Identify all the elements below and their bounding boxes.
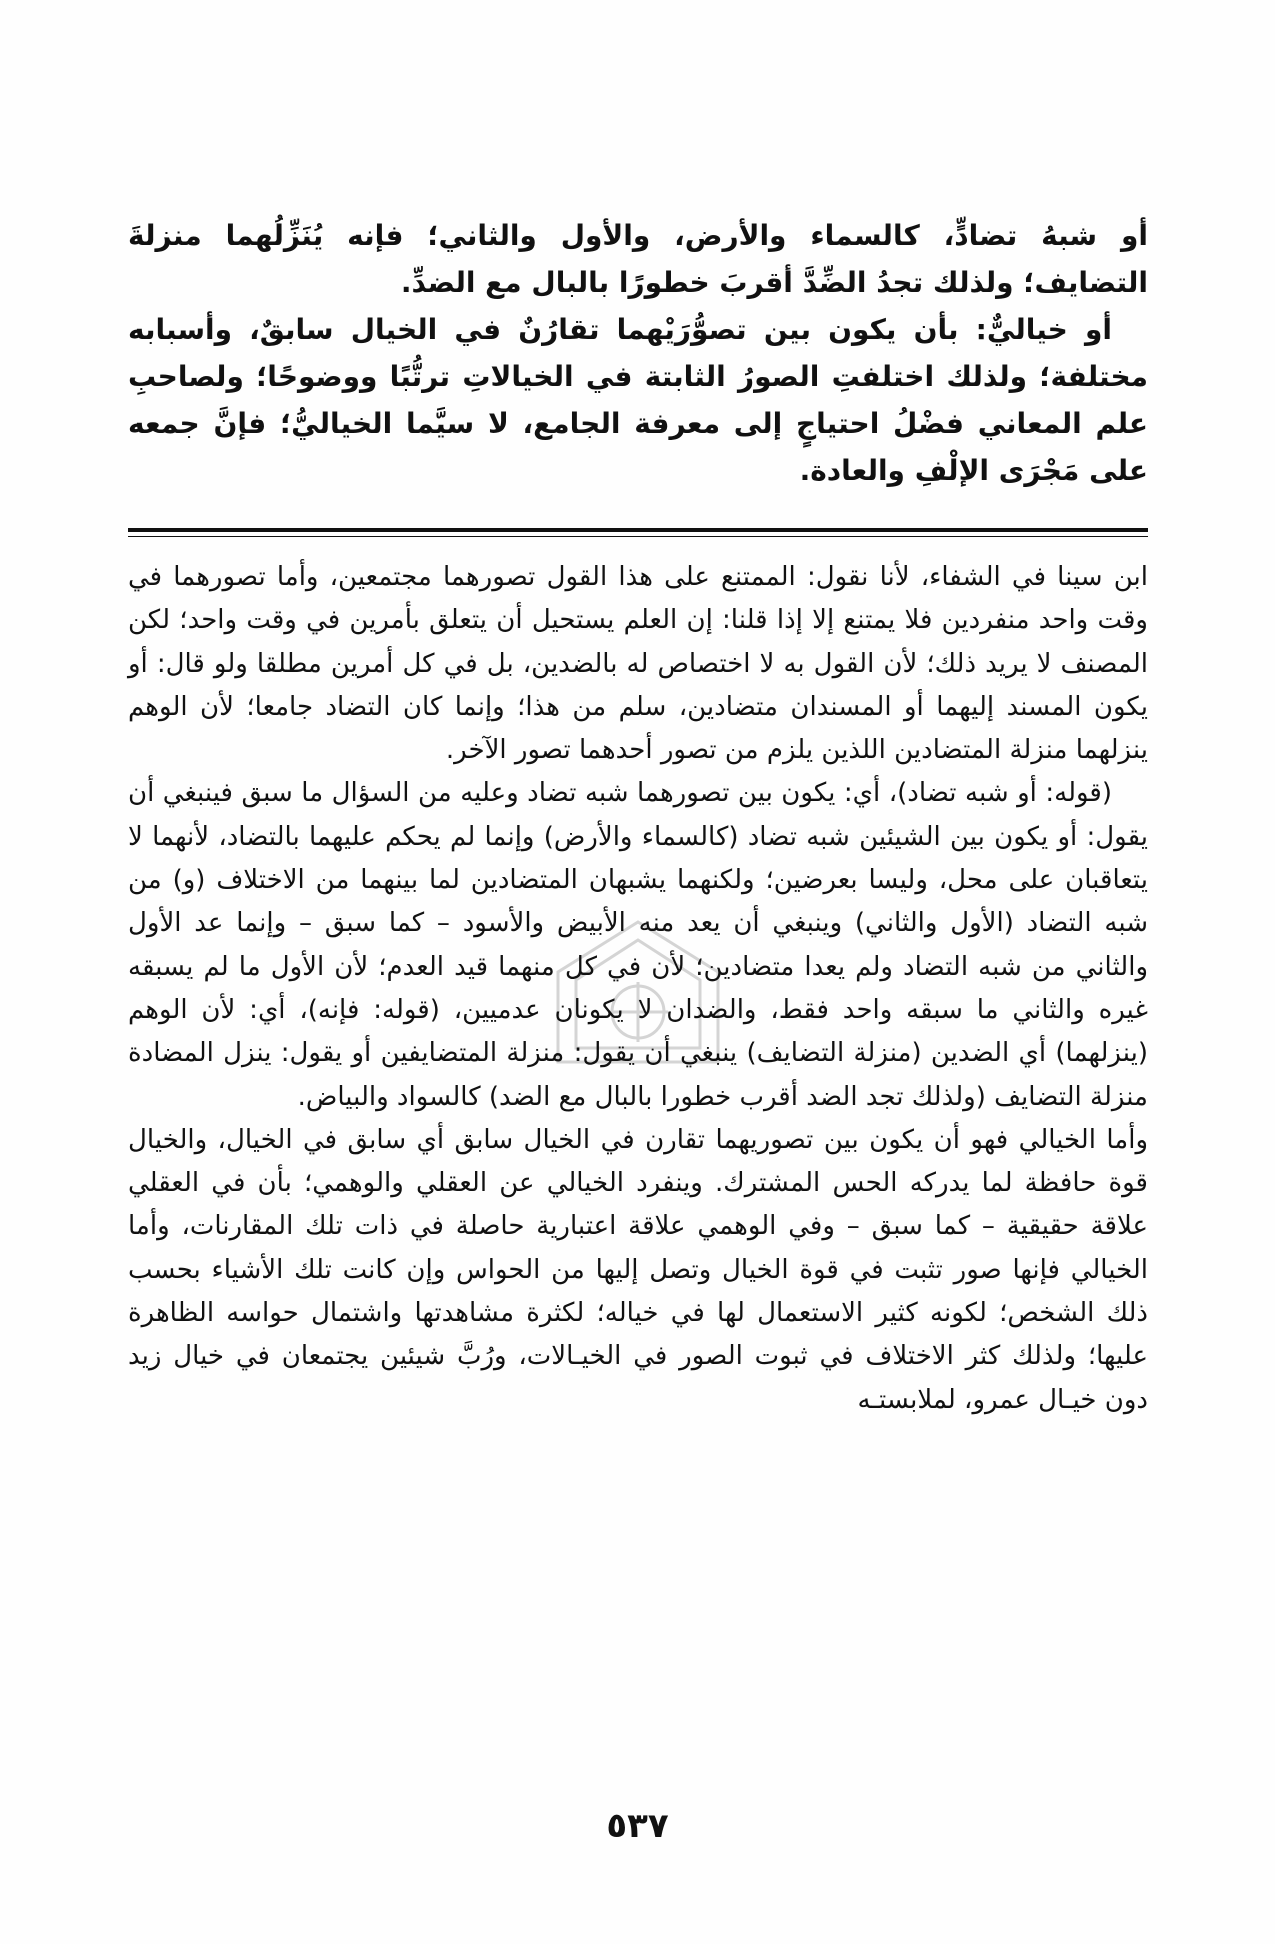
page-number: ٥٣٧ [606, 1806, 669, 1846]
separator-rule-thin [128, 536, 1148, 537]
commentary-paragraph-1: ابن سينا في الشفاء، لأنا نقول: الممتنع على هذا القول تصورهما مجتمعين، وأما تصورهما في وقت واحد منفردين فلا يمتنع إلا إذا قلنا: إن العلم يستحيل أن يتعلق بأمرين في وقت واحد؛ لكن المصنف لا يريد ذلك؛ لأن القول به لا اختصاص له بالضدين، بل في كل أمرين مطلقا ولو قال: أو يكون المسند إليهما أو المسندان متضادين، سلم من هذا؛ وإنما كان التضاد جامعا؛ لأن الوهم ينزلهما منزلة المتضادين اللذين يلزم من تصور أحدهما تصور الآخر. [128, 562, 1148, 766]
commentary-text [128, 556, 1148, 1422]
main-text [128, 212, 1148, 494]
separator-rule-thick [128, 528, 1148, 532]
main-paragraph-2: أو خياليٌّ: بأن يكون بين تصوُّرَيْهما تقارُنٌ في الخيال سابقٌ، وأسبابه مختلفة؛ ولذلك اختلفتِ الصورُ الثابتة في الخيالاتِ ترتُّبًا ووضوحًا؛ ولصاحبِ علم المعاني فضْلُ احتياجٍ إلى معرفة الجامع، لا سيَّما الخياليُّ؛ فإنَّ جمعه على مَجْرَى الإلْفِ والعادة. [128, 313, 1148, 487]
commentary-paragraph-2: (قوله: أو شبه تضاد)، أي: يكون بين تصورهما شبه تضاد وعليه من السؤال ما سبق فينبغي أن يقول: أو يكون بين الشيئين شبه تضاد (كالسماء والأرض) وإنما لم يحكم عليهما بالتضاد، لأنهما لا يتعاقبان على محل، وليسا بعرضين؛ ولكنهما يشبهان المتضادين لما بينهما من الاختلاف (و) من شبه التضاد (الأول والثاني) وينبغي أن يعد منه الأبيض والأسود – كما سبق – وإنما عد الأول والثاني من شبه التضاد ولم يعدا متضادين؛ لأن في كل منهما قيد العدم؛ لأن الأول ما لم يسبقه غيره والثاني ما سبقه واحد فقط، والضدان لا يكونان عدميين، (قوله: فإنه)، أي: لأن الوهم (ينزلهما) أي الضدين (منزلة التضايف) ينبغي أن يقول: منزلة المتضايفين أو يقول: ينزل المضادة منزلة التضايف (ولذلك تجد الضد أقرب خطورا بالبال مع الضد) كالسواد والبياض. [128, 778, 1148, 1112]
commentary-paragraph-3: وأما الخيالي فهو أن يكون بين تصوريهما تقارن في الخيال سابق أي سابق في الخيال، والخيال قوة حافظة لما يدركه الحس المشترك. وينفرد الخيالي عن العقلي والوهمي؛ بأن في العقلي علاقة حقيقية – كما سبق – وفي الوهمي علاقة اعتبارية حاصلة في ذات تلك المقارنات، وأما الخيالي فإنها صور تثبت في قوة الخيال وتصل إليها من الحواس وإن كانت تلك الأشياء بحسب ذلك الشخص؛ لكونه كثير الاستعمال لها في خياله؛ لكثرة مشاهدتها واشتمال حواسه الظاهرة عليها؛ ولذلك كثر الاختلاف في ثبوت الصور في الخيـالات، ورُبَّ شيئين يجتمعان في خيال زيد دون خيـال عمرو، لملابستـه [128, 1124, 1148, 1415]
main-paragraph-1: أو شبهُ تضادٍّ، كالسماء والأرض، والأول والثاني؛ فإنه يُنَزِّلُهما منزلةَ التضايف؛ ولذلك تجدُ الضِّدَّ أقربَ خطورًا بالبال مع الضدِّ. [128, 219, 1148, 299]
